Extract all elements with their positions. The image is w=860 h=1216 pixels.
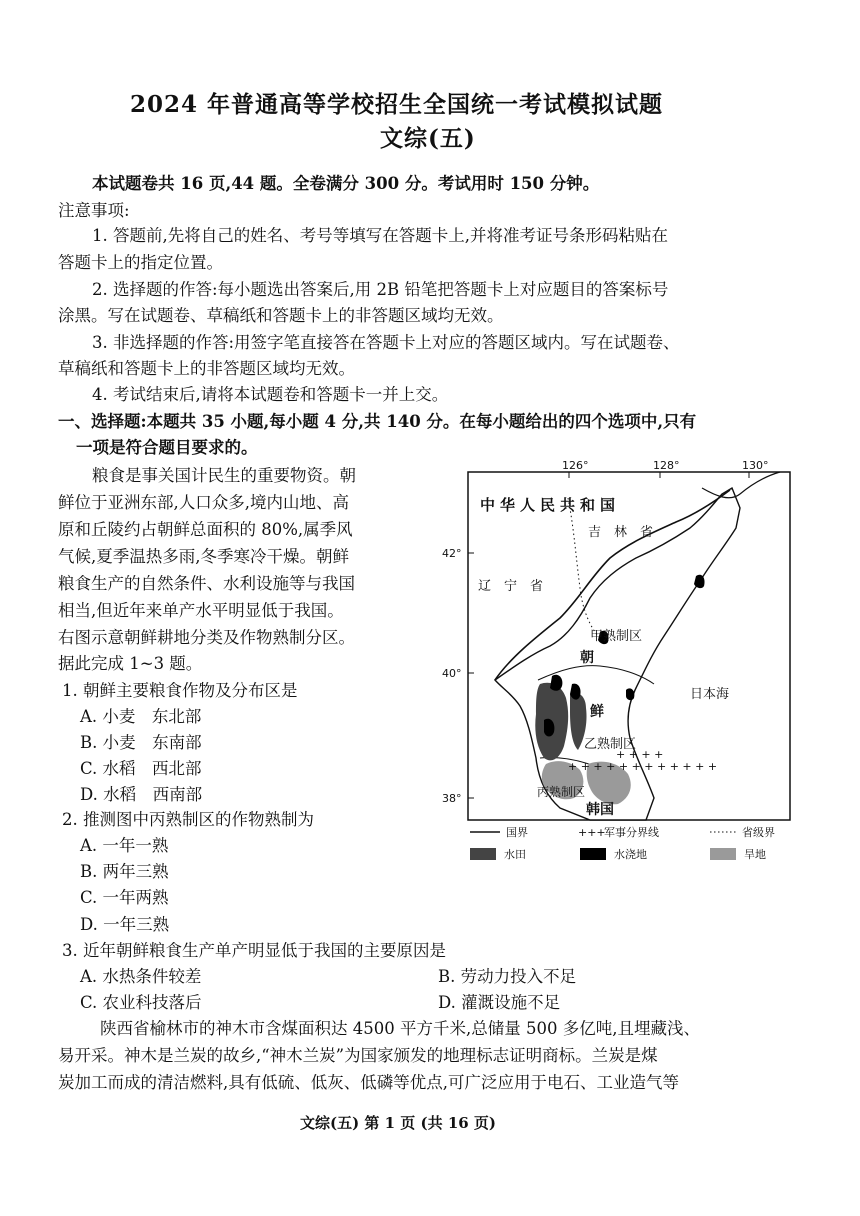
label-north-korea-2: 鲜: [590, 704, 604, 720]
passage-1-line-2: 鲜位于亚洲东部,人口众多,境内山地、高: [58, 493, 349, 512]
question-2-option-d[interactable]: D. 一年三熟: [80, 915, 170, 934]
note-3-line-1: 3. 非选择题的作答:用签字笔直接答在答题卡上对应的答题区域内。写在试题卷、: [92, 333, 680, 352]
lat-label-42: 42°: [442, 547, 462, 560]
note-2-line-1: 2. 选择题的作答:每小题选出答案后,用 2B 铅笔把答题卡上对应题目的答案标号: [92, 280, 669, 299]
question-1-option-b[interactable]: B. 小麦 东南部: [80, 733, 202, 752]
label-north-korea-1: 朝: [580, 650, 594, 666]
note-2-line-2: 涂黑。写在试题卷、草稿纸和答题卡上的非答题区域均无效。: [58, 306, 504, 325]
label-liaoning: 辽 宁 省: [478, 579, 544, 594]
question-3-option-b[interactable]: B. 劳动力投入不足: [438, 967, 577, 986]
lon-label-128: 128°: [653, 459, 680, 472]
mdl-marks-east: + + + +: [616, 748, 664, 761]
legend-dryland-swatch-icon: [710, 848, 736, 860]
question-1-option-d[interactable]: D. 水稻 西南部: [80, 785, 203, 804]
question-3-option-d[interactable]: D. 灌溉设施不足: [438, 993, 561, 1012]
lon-label-126: 126°: [562, 459, 589, 472]
passage-2-line-1: 陕西省榆林市的神木市含煤面积达 4500 平方千米,总储量 500 多亿吨,且埋藏浅、: [100, 1019, 700, 1038]
question-3-option-a[interactable]: A. 水热条件较差: [80, 967, 202, 986]
legend-paddy-swatch-icon: [470, 848, 496, 860]
section-1-heading-line-2: 一项是符合题目要求的。: [76, 438, 258, 457]
label-south-korea: 韩国: [586, 802, 614, 818]
passage-1-line-3: 原和丘陵约占朝鲜总面积的 80%,属季风: [58, 520, 353, 539]
lat-label-40: 40°: [442, 667, 462, 680]
legend-irrigated: 水浇地: [614, 848, 647, 861]
note-3-line-2: 草稿纸和答题卡上的非答题区域均无效。: [58, 359, 355, 378]
korea-cropland-map: [440, 458, 792, 870]
question-2-option-c[interactable]: C. 一年两熟: [80, 888, 169, 907]
passage-1-line-4: 气候,夏季温热多雨,冬季寒冷干燥。朝鲜: [58, 547, 349, 566]
legend-mdl: 军事分界线: [604, 826, 659, 839]
legend-plus-line-icon: +++: [578, 826, 606, 839]
passage-1-line-5: 粮食生产的自然条件、水利设施等与我国: [58, 574, 355, 593]
label-jilin: 吉 林 省: [588, 525, 654, 540]
question-1-option-a[interactable]: A. 小麦 东北部: [80, 707, 202, 726]
passage-1-line-6: 相当,但近年来单产水平明显低于我国。: [58, 601, 344, 620]
question-2-stem: 2. 推测图中丙熟制区的作物熟制为: [62, 810, 314, 829]
exam-title: 2024 年普通高等学校招生全国统一考试模拟试题: [130, 91, 664, 118]
page-footer: 文综(五) 第 1 页 (共 16 页): [300, 1114, 497, 1132]
notes-heading: 注意事项:: [58, 201, 130, 220]
question-3-stem: 3. 近年朝鲜粮食生产单产明显低于我国的主要原因是: [62, 941, 446, 960]
passage-1-line-8: 据此完成 1~3 题。: [58, 654, 203, 673]
legend-dryland: 旱地: [744, 848, 766, 861]
passage-2-line-2: 易开采。神木是兰炭的故乡,“神木兰炭”为国家颁发的地理标志证明商标。兰炭是煤: [58, 1046, 658, 1065]
question-3-option-c[interactable]: C. 农业科技落后: [80, 993, 202, 1012]
legend-irrigated-swatch-icon: [580, 848, 606, 860]
note-1-line-1: 1. 答题前,先将自己的姓名、考号等填写在答题卡上,并将准考证号条形码粘贴在: [92, 226, 668, 245]
question-1-option-c[interactable]: C. 水稻 西北部: [80, 759, 202, 778]
legend-national-border: 国界: [506, 826, 528, 839]
intro-text: 本试题卷共 16 页,44 题。全卷满分 300 分。考试用时 150 分钟。: [92, 174, 600, 193]
question-2-option-b[interactable]: B. 两年三熟: [80, 862, 169, 881]
section-1-heading-line-1: 一、选择题:本题共 35 小题,每小题 4 分,共 140 分。在每小题给出的四个选项中,只有: [58, 412, 697, 431]
mdl-marks: + + + + + + + + + + + +: [568, 760, 718, 773]
exam-subtitle: 文综(五): [380, 125, 476, 152]
irrigated-land-1: [550, 675, 562, 691]
note-4-line-1: 4. 考试结束后,请将本试题卷和答题卡一并上交。: [92, 385, 449, 404]
label-bing-zone: 丙熟制区: [537, 785, 586, 799]
legend-paddy: 水田: [504, 848, 526, 861]
lat-label-38: 38°: [442, 792, 462, 805]
passage-1-line-1: 粮食是事关国计民生的重要物资。朝: [92, 466, 356, 485]
legend-provincial: 省级界: [742, 826, 775, 839]
label-jia-zone: 甲熟制区: [590, 629, 643, 644]
note-1-line-2: 答题卡上的指定位置。: [58, 253, 223, 272]
lon-label-130: 130°: [742, 459, 769, 472]
question-2-option-a[interactable]: A. 一年一熟: [80, 836, 169, 855]
label-china: 中华人民共和国: [480, 496, 621, 514]
passage-1-line-7: 右图示意朝鲜耕地分类及作物熟制分区。: [58, 628, 355, 647]
passage-2-line-3: 炭加工而成的清洁燃料,具有低硫、低灰、低磷等优点,可广泛应用于电石、工业造气等: [58, 1073, 679, 1092]
label-yi-zone: 乙熟制区: [584, 737, 637, 752]
question-1-stem: 1. 朝鲜主要粮食作物及分布区是: [62, 681, 298, 700]
label-japan-sea: 日本海: [690, 687, 730, 702]
